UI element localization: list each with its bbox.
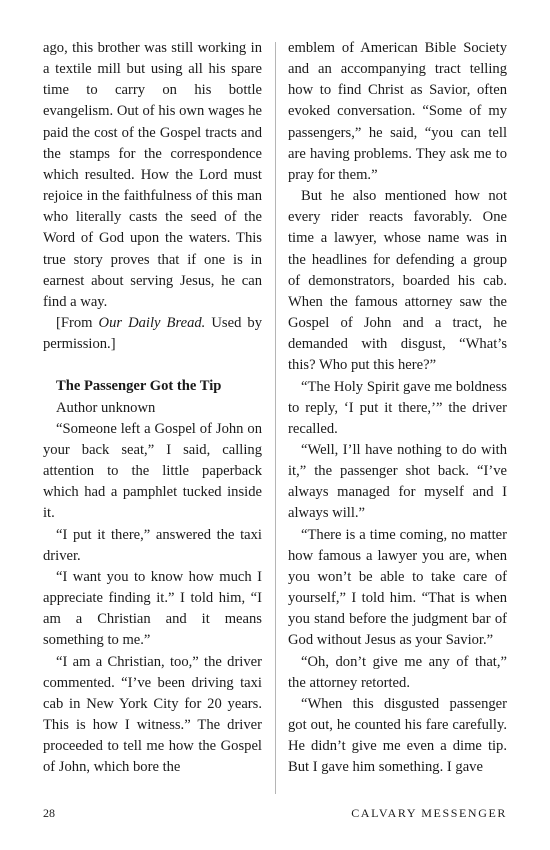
paragraph: “I want you to know how much I appreciate finding it.” I told him, “I am a Christian and it means something to me.”: [43, 568, 262, 649]
source-citation: [From Our Daily Bread. Used by permission.]: [43, 315, 262, 353]
column-divider: [275, 42, 276, 794]
section-gap: [43, 355, 262, 376]
running-title: CALVARY MESSENGER: [351, 806, 507, 820]
paragraph: “When this disgusted passenger got out, he counted his fare carefully. He didn’t give me even a dime tip. But I gave him something. I gave: [288, 695, 507, 776]
paragraph: “Oh, don’t give me any of that,” the attorney retorted.: [288, 653, 507, 691]
paragraph: “The Holy Spirit gave me boldness to reply, ‘I put it there,’” the driver recalled.: [288, 378, 507, 437]
left-column: [43, 38, 262, 778]
paragraph: emblem of American Bible Society and an accompanying tract telling how to find Christ as Savior, often evoked conversation. “Some of my passengers,” he said, “you can tell are having problems. They ask me to pray for them.”: [288, 40, 507, 183]
paragraph: “There is a time coming, no matter how famous a lawyer you are, when you won’t be able to take care of yourself,” I told him. “That is when you stand before the judgment bar of God without Jesus as your Savior.”: [288, 526, 507, 649]
article-author: Author unknown: [56, 399, 156, 416]
paragraph: “I put it there,” answered the taxi driver.: [43, 526, 262, 564]
paragraph: “Well, I’ll have nothing to do with it,” the passenger shot back. “I’ve always managed for myself and I always will.”: [288, 441, 507, 522]
paragraph: “I am a Christian, too,” the driver commented. “I’ve been driving taxi cab in New York City for 20 years. This is how I witness.” The driver proceeded to tell me how the Gospel of John, which bore the: [43, 653, 262, 776]
paragraph: But he also mentioned how not every rider reacts favorably. One time a lawyer, whose name was in the headlines for defending a group of demonstrators, boarded his cab. When the famous attorney saw the Gospel of John and a tract, he demanded with disgust, “What’s this? Who put this here?”: [288, 188, 507, 374]
source-title: Our Daily Bread.: [98, 315, 206, 332]
paragraph: ago, this brother was still working in a textile mill but using all his spare time to carry on his bottle evangelism. Out of his own wages he paid the cost of the Gospel tracts and the stamps for the correspondence which resulted. How the Lord must rejoice in the faithfulness of this man who literally casts the seed of the Word of God upon the waters. This true story proves that if one is in earnest about serving Jesus, he can find a way.: [43, 40, 262, 310]
article-heading: The Passenger Got the Tip: [56, 378, 222, 395]
paragraph: “Someone left a Gospel of John on your back seat,” I said, calling attention to the little paperback which had a pamphlet tucked inside it.: [43, 420, 262, 522]
right-column: [288, 38, 507, 778]
page-number: 28: [43, 806, 55, 820]
